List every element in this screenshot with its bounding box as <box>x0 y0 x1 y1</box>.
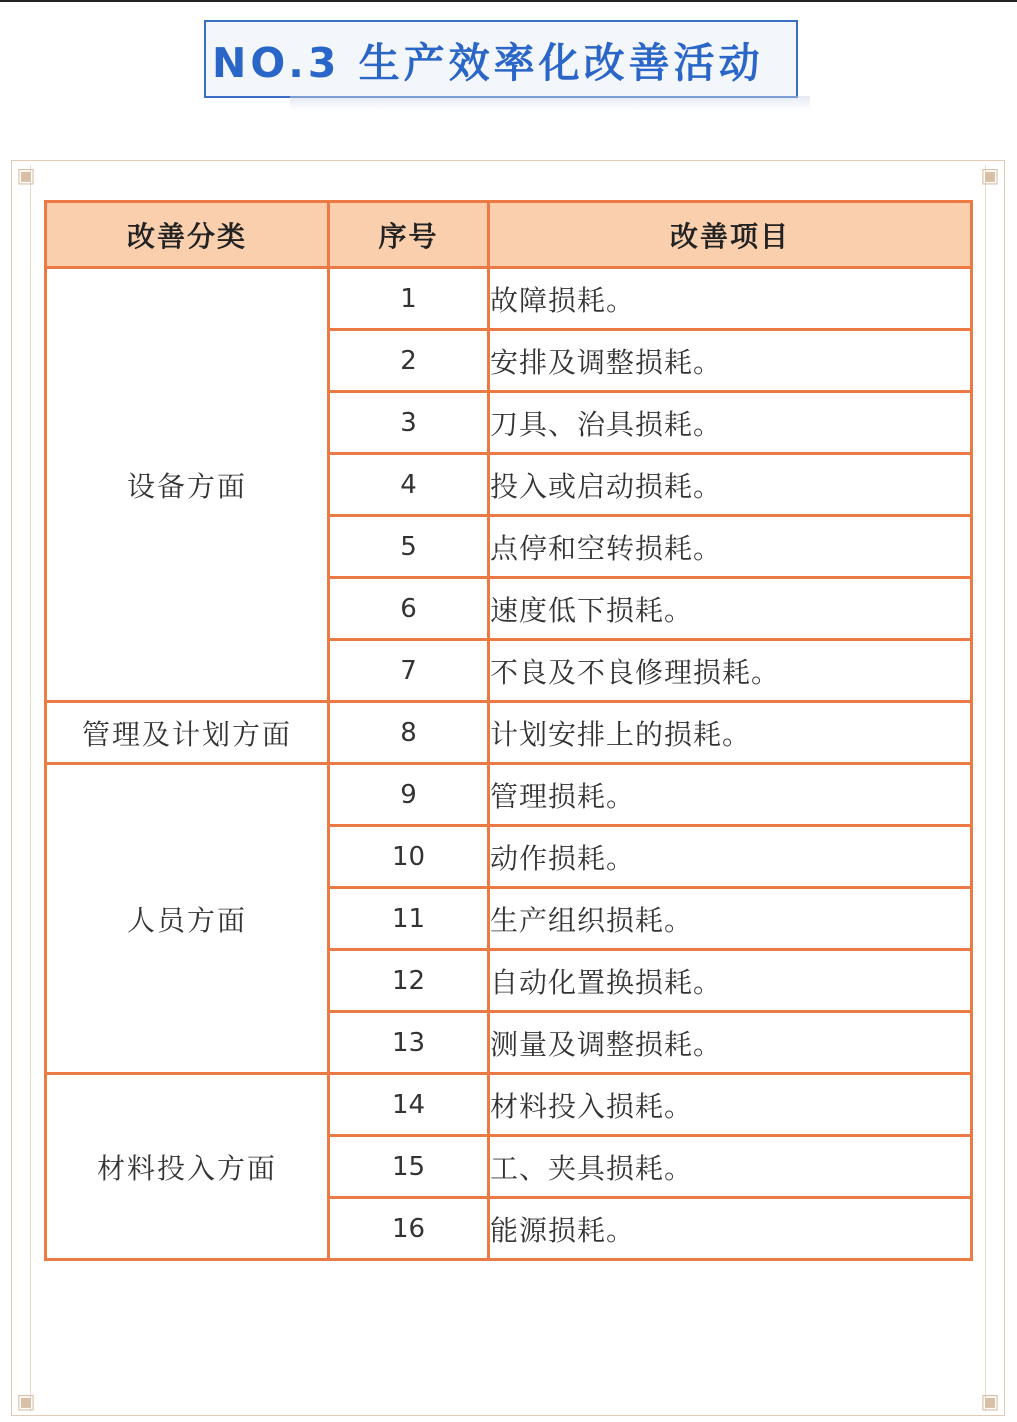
row-item: 材料投入损耗。 <box>489 1074 972 1136</box>
category-management: 管理及计划方面 <box>46 702 329 764</box>
row-item: 能源损耗。 <box>489 1198 972 1260</box>
table-header-row <box>46 202 972 268</box>
table-row <box>46 764 972 826</box>
row-item: 投入或启动损耗。 <box>489 454 972 516</box>
table-row <box>46 1074 972 1136</box>
header-number: 序号 <box>329 202 489 268</box>
row-item: 计划安排上的损耗。 <box>489 702 972 764</box>
category-personnel: 人员方面 <box>46 764 329 1074</box>
top-divider <box>0 0 1017 2</box>
row-number: 7 <box>329 640 489 702</box>
page-title: NO.3 生产效率化改善活动 <box>212 38 764 87</box>
row-number: 15 <box>329 1136 489 1198</box>
row-item: 生产组织损耗。 <box>489 888 972 950</box>
row-item: 刀具、治具损耗。 <box>489 392 972 454</box>
corner-ornament-icon: ▣ <box>980 1389 1000 1413</box>
row-number: 2 <box>329 330 489 392</box>
table-row <box>46 268 972 330</box>
row-number: 10 <box>329 826 489 888</box>
corner-ornament-icon: ▣ <box>16 1389 36 1413</box>
row-item: 测量及调整损耗。 <box>489 1012 972 1074</box>
row-number: 4 <box>329 454 489 516</box>
title-box <box>204 20 798 98</box>
row-number: 6 <box>329 578 489 640</box>
row-item: 速度低下损耗。 <box>489 578 972 640</box>
row-number: 14 <box>329 1074 489 1136</box>
row-item: 安排及调整损耗。 <box>489 330 972 392</box>
row-number: 16 <box>329 1198 489 1260</box>
row-item: 动作损耗。 <box>489 826 972 888</box>
category-equipment: 设备方面 <box>46 268 329 702</box>
corner-ornament-icon: ▣ <box>980 163 1000 187</box>
row-number: 3 <box>329 392 489 454</box>
table-row <box>46 702 972 764</box>
corner-ornament-icon: ▣ <box>16 163 36 187</box>
header-item: 改善项目 <box>489 202 972 268</box>
row-number: 9 <box>329 764 489 826</box>
row-item: 自动化置换损耗。 <box>489 950 972 1012</box>
row-item: 点停和空转损耗。 <box>489 516 972 578</box>
row-item: 管理损耗。 <box>489 764 972 826</box>
row-number: 8 <box>329 702 489 764</box>
row-item: 故障损耗。 <box>489 268 972 330</box>
row-item: 工、夹具损耗。 <box>489 1136 972 1198</box>
row-number: 13 <box>329 1012 489 1074</box>
category-materials: 材料投入方面 <box>46 1074 329 1260</box>
row-item: 不良及不良修理损耗。 <box>489 640 972 702</box>
row-number: 5 <box>329 516 489 578</box>
header-category: 改善分类 <box>46 202 329 268</box>
row-number: 1 <box>329 268 489 330</box>
row-number: 11 <box>329 888 489 950</box>
row-number: 12 <box>329 950 489 1012</box>
title-shadow <box>290 96 810 110</box>
improvement-table <box>44 200 973 1261</box>
